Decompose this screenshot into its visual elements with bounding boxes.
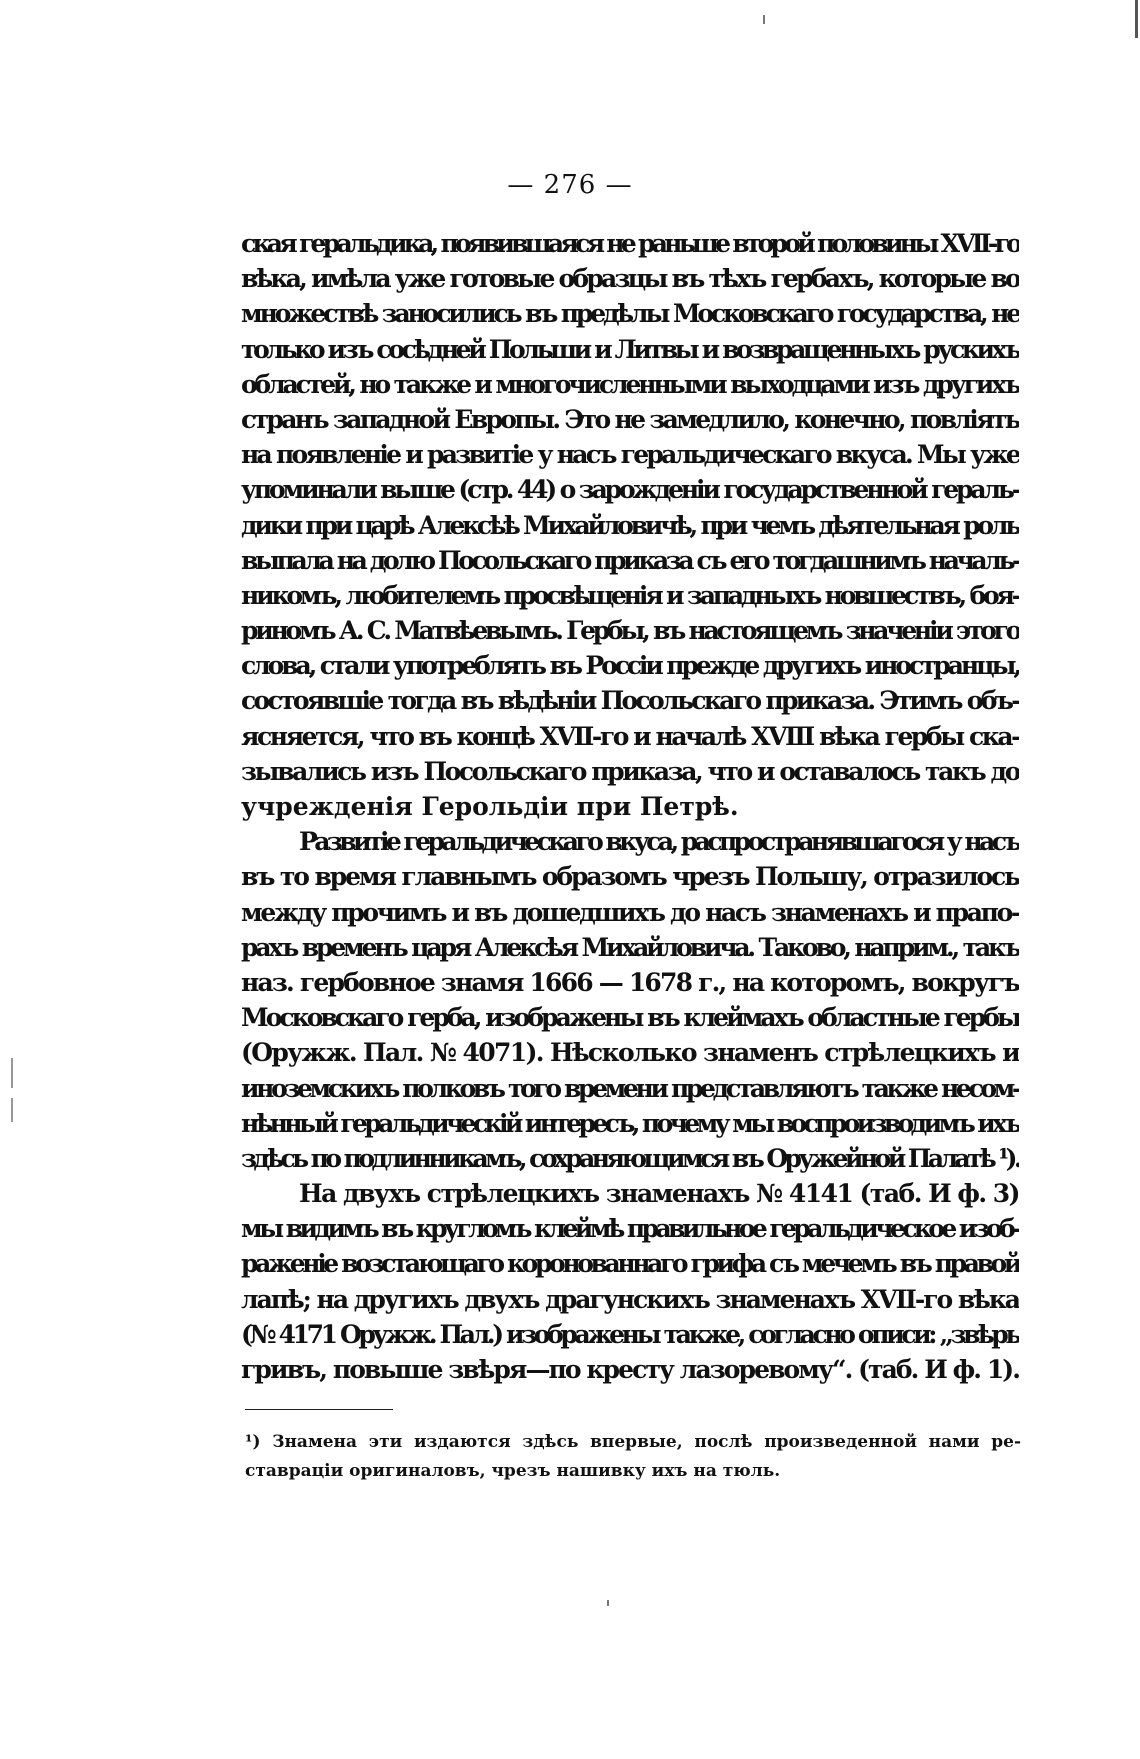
text-line: гривъ, повыше звѣря—по кресту лазоревому“. (таб. И ф. 1).	[241, 1355, 1019, 1384]
text-line: никомъ, любителемъ просвѣщенiя и западныхъ новшествъ, боя-	[241, 580, 1019, 610]
paragraph-2	[241, 824, 1019, 1176]
paragraph-3	[241, 1176, 1019, 1387]
page-number: — 276 —	[507, 170, 633, 200]
text-line: риномъ А. С. Матвѣевымъ. Гербы, въ настоящемъ значенiи этого	[241, 616, 1019, 646]
paragraph-1	[241, 226, 1019, 824]
text-line: рахъ временъ царя Алексѣя Михайловича. Таково, наприм., такъ	[241, 932, 1019, 962]
footnote-line: ¹) Знамена эти издаются здѣсь впервые, послѣ произведенной нами ре-	[245, 1432, 1021, 1452]
text-line: (Оружж. Пал. № 4071). Нѣсколько знаменъ стрѣлецкихъ и	[241, 1038, 1019, 1068]
body-text	[241, 226, 1019, 1387]
text-line: раженiе возстающаго коронованнаго грифа съ мечемъ въ правой	[241, 1249, 1019, 1279]
text-line: выпала на долю Посольскаго приказа съ его тогдашнимъ началь-	[241, 545, 1019, 575]
text-line: ская геральдика, появившаяся не раньше второй половины XVII-го	[241, 229, 1019, 258]
text-line: На двухъ стрѣлецкихъ знаменахъ № 4141 (таб. И ф. 3)	[299, 1179, 1019, 1209]
text-line: иноземскихъ полковъ того времени представляютъ также несом-	[241, 1073, 1019, 1103]
text-line: только изъ сосѣдней Польши и Литвы и возвращенныхъ рускихъ	[241, 334, 1019, 364]
text-line: здѣсь по подлинникамъ, сохраняющимся въ Оружейной Палатѣ ¹).	[241, 1143, 1019, 1173]
footnote-line: ставрацiи оригиналовъ, чрезъ нашивку ихъ на тюль.	[245, 1461, 781, 1481]
text-line: наз. гербовное знамя 1666 — 1678 г., на которомъ, вокругъ	[241, 967, 1019, 997]
text-line: Московскаго герба, изображены въ клеймахъ областные гербы	[241, 1003, 1019, 1033]
text-line: въ то время главнымъ образомъ чрезъ Польшу, отразилось	[241, 862, 1019, 892]
text-line: странъ западной Европы. Это не замедлило, конечно, повлiять	[241, 404, 1019, 434]
text-line: слова, стали употреблять въ Россiи прежде другихъ иностранцы,	[241, 651, 1019, 681]
text-line: множествѣ заносились въ предѣлы Московскаго государства, не	[241, 299, 1019, 329]
text-line: (№ 4171 Оружж. Пал.) изображены также, согласно описи: „звѣрь	[241, 1319, 1019, 1349]
text-line: между прочимъ и въ дошедшихъ до насъ знаменахъ и прапо-	[241, 897, 1019, 927]
text-line: нѣнный геральдическiй интересъ, почему мы воспроизводимъ ихъ	[241, 1108, 1019, 1138]
text-line: упоминали выше (стр. 44) о зарожденiи государственной гераль-	[241, 475, 1019, 505]
text-line: учрежденiя Герольдiи при Петрѣ.	[241, 792, 739, 821]
text-line: на появленiе и развитiе у насъ геральдическаго вкуса. Мы уже	[241, 440, 1019, 470]
text-line: областей, но также и многочисленными выходцами изъ другихъ	[241, 369, 1019, 399]
scan-edge-mark	[11, 1098, 13, 1122]
text-line: зывались изъ Посольскаго приказа, что и оставалось такъ до	[241, 756, 1019, 786]
scan-speck	[763, 15, 765, 24]
text-line: состоявшiе тогда въ вѣдѣнiи Посольскаго приказа. Этимъ объ-	[241, 686, 1019, 716]
footnote	[245, 1428, 1021, 1486]
footnote-separator	[245, 1409, 393, 1410]
scan-speck	[607, 1600, 609, 1606]
text-line: ясняется, что въ концѣ XVII-го и началѣ XVIII вѣка гербы ска-	[241, 721, 1019, 751]
text-line: вѣка, имѣла уже готовые образцы въ тѣхъ гербахъ, которые во	[241, 264, 1019, 294]
text-line: дики при царѣ Алексѣѣ Михайловичѣ, при чемъ дѣятельная роль	[241, 510, 1019, 540]
text-line: Развитiе геральдическаго вкуса, распространявшагося у насъ	[299, 827, 1019, 857]
text-line: лапѣ; на другихъ двухъ драгунскихъ знаменахъ XVII-го вѣка	[241, 1284, 1019, 1314]
text-line: мы видимъ въ кругломъ клеймѣ правильное геральдическое изоб-	[241, 1214, 1019, 1244]
scan-edge-mark	[11, 1058, 13, 1088]
scan-edge-mark	[1135, 0, 1138, 38]
